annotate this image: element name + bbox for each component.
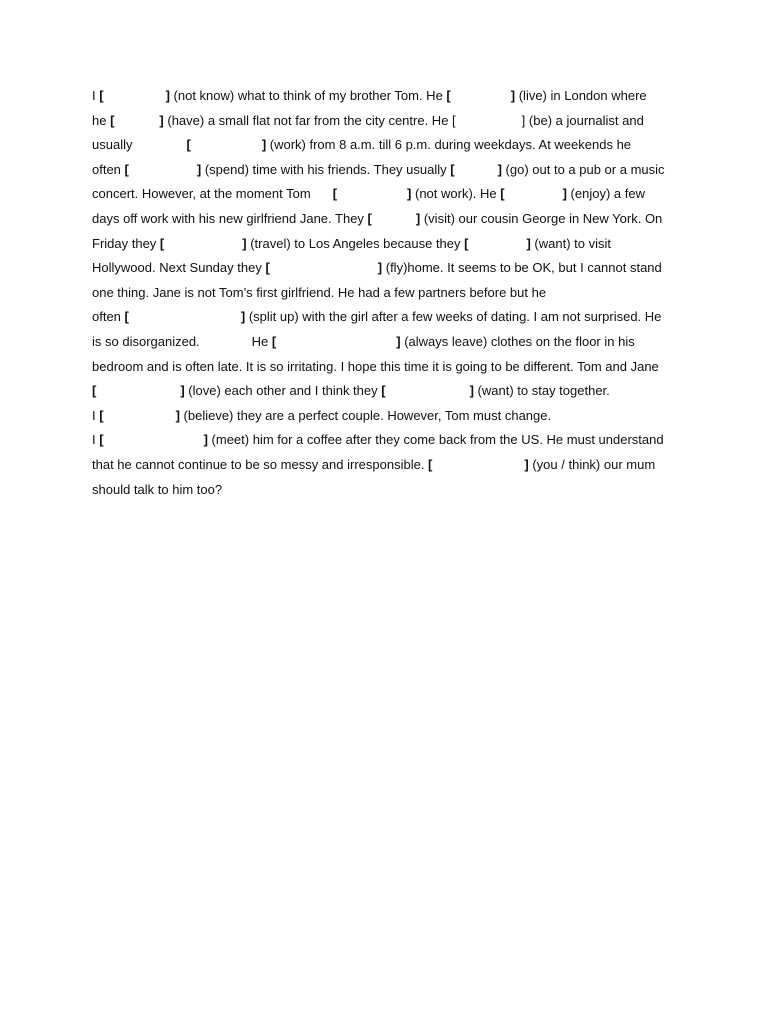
- line-text: (fly)home. It seems to be OK, but I cannot stand: [382, 260, 662, 276]
- line-text: (spend) time with his friends. They usually: [201, 161, 451, 177]
- line-text: I: [92, 432, 100, 448]
- line-text: he: [92, 112, 111, 128]
- line-text: is so disorganized.: [92, 333, 200, 349]
- blank-close-bracket: ]: [203, 432, 208, 448]
- text-line-13: [92, 379, 682, 404]
- text-line-17: [92, 478, 682, 503]
- blank-close-bracket: ]: [261, 137, 267, 153]
- blank-open-bracket: [: [381, 383, 386, 399]
- blank-open-bracket: [: [452, 112, 456, 128]
- blank-close-bracket: ]: [510, 88, 516, 103]
- blank-open-bracket: [: [99, 88, 104, 103]
- answer-blank-5[interactable]: [191, 135, 262, 149]
- answer-blank-3[interactable]: [114, 111, 159, 125]
- line-text: (meet) him for a coffee after they come back from the US. He must understand: [207, 432, 664, 448]
- blank-open-bracket: [: [332, 186, 338, 202]
- blank-close-bracket: ]: [562, 186, 567, 202]
- blank-close-bracket: ]: [196, 161, 202, 177]
- blank-open-bracket: [: [124, 161, 129, 177]
- text-line-5: [92, 182, 682, 207]
- blank-open-bracket: [: [464, 235, 469, 251]
- blank-close-bracket: ]: [415, 210, 421, 226]
- line-text: (travel) to Los Angeles because they: [246, 235, 465, 251]
- text-line-12: [92, 355, 682, 380]
- answer-blank-18[interactable]: [104, 406, 176, 420]
- answer-blank-6[interactable]: [129, 160, 197, 174]
- answer-blank-17[interactable]: [386, 381, 470, 395]
- line-text: that he cannot continue to be so messy and irresponsible.: [92, 456, 429, 472]
- line-text: (go) out to a pub or a music: [501, 161, 665, 177]
- text-line-10: [92, 305, 682, 330]
- line-text: one thing. Jane is not Tom’s first girlfriend. He had a few partners before but he: [92, 284, 547, 300]
- blank-close-bracket: ]: [521, 112, 526, 128]
- line-text: concert. However, at the moment Tom: [92, 186, 311, 202]
- blank-open-bracket: [: [446, 88, 451, 103]
- blank-close-bracket: ]: [159, 112, 164, 128]
- text-line-16: [92, 453, 682, 478]
- text-line-6: [92, 207, 682, 232]
- answer-blank-16[interactable]: [96, 381, 180, 395]
- text-line-9: [92, 281, 682, 306]
- exercise-text: [92, 84, 682, 502]
- blank-close-bracket: ]: [526, 235, 531, 251]
- line-text: He: [251, 333, 272, 349]
- blank-open-bracket: [: [265, 260, 270, 276]
- text-line-1: [92, 84, 682, 109]
- line-text: I: [92, 88, 100, 103]
- answer-blank-14[interactable]: [129, 307, 241, 321]
- text-line-4: [92, 158, 682, 183]
- line-text: (work) from 8 a.m. till 6 p.m. during weekdays. At weekends he: [266, 137, 632, 153]
- text-line-2: [92, 109, 682, 134]
- line-text: (believe) they are a perfect couple. However, Tom must change.: [179, 407, 552, 423]
- answer-blank-20[interactable]: [432, 455, 524, 469]
- answer-blank-9[interactable]: [505, 184, 563, 198]
- blank-open-bracket: [: [124, 309, 129, 325]
- blank-close-bracket: ]: [175, 407, 180, 423]
- blank-close-bracket: ]: [240, 309, 246, 325]
- blank-open-bracket: [: [110, 112, 115, 128]
- line-text: (enjoy) a few: [566, 186, 645, 202]
- line-text: (be) a journalist and: [525, 112, 644, 128]
- text-line-14: [92, 404, 682, 429]
- line-text: (you / think) our mum: [528, 456, 656, 472]
- answer-blank-1[interactable]: [104, 86, 166, 100]
- text-line-7: [92, 232, 682, 257]
- line-text: I: [92, 407, 100, 423]
- blank-close-bracket: ]: [469, 383, 474, 399]
- answer-blank-10[interactable]: [372, 209, 416, 223]
- line-text: (not know) what to think of my brother Tom. He: [169, 88, 447, 103]
- line-text: usually: [92, 137, 133, 153]
- text-line-15: [92, 428, 682, 453]
- answer-blank-12[interactable]: [468, 234, 526, 248]
- blank-open-bracket: [: [99, 407, 104, 423]
- blank-close-bracket: ]: [377, 260, 383, 276]
- line-text: (want) to stay together.: [473, 383, 610, 399]
- line-text: (visit) our cousin George in New York. On: [420, 210, 663, 226]
- blank-close-bracket: ]: [242, 235, 247, 251]
- line-text: days off work with his new girlfriend Jane. They: [92, 210, 368, 226]
- blank-close-bracket: ]: [497, 161, 502, 177]
- line-text: (not work). He: [411, 186, 501, 202]
- line-text: should talk to him too?: [92, 481, 223, 497]
- line-text: Hollywood. Next Sunday they: [92, 260, 266, 276]
- line-text: bedroom and is often late. It is so irritating. I hope this time it is going to be different. Tom and Jane: [92, 358, 659, 374]
- answer-blank-19[interactable]: [104, 430, 204, 444]
- blank-open-bracket: [: [186, 137, 191, 153]
- text-line-11: [92, 330, 682, 355]
- blank-close-bracket: ]: [165, 88, 170, 103]
- blank-open-bracket: [: [99, 432, 104, 448]
- text-line-8: [92, 256, 682, 281]
- line-text: (split up) with the girl after a few weeks of dating. I am not surprised. He: [245, 309, 662, 325]
- answer-blank-15[interactable]: [276, 332, 396, 346]
- blank-open-bracket: [: [367, 210, 372, 226]
- text-line-3: [92, 133, 682, 158]
- line-text: (live) in London where: [515, 88, 647, 103]
- answer-blank-8[interactable]: [337, 184, 407, 198]
- blank-close-bracket: ]: [524, 456, 529, 472]
- blank-open-bracket: [: [92, 383, 97, 399]
- line-text: (want) to visit: [530, 235, 611, 251]
- line-text: (love) each other and I think they: [184, 383, 382, 399]
- answer-blank-13[interactable]: [270, 258, 378, 272]
- answer-blank-4[interactable]: [456, 111, 522, 125]
- answer-blank-2[interactable]: [451, 86, 511, 100]
- blank-close-bracket: ]: [180, 383, 185, 399]
- line-text: Friday they: [92, 235, 160, 251]
- line-text: often: [92, 161, 125, 177]
- blank-open-bracket: [: [271, 333, 277, 349]
- blank-open-bracket: [: [428, 456, 433, 472]
- line-text: (have) a small flat not far from the city centre. He: [163, 112, 453, 128]
- blank-open-bracket: [: [450, 161, 455, 177]
- answer-blank-11[interactable]: [164, 234, 242, 248]
- blank-open-bracket: [: [159, 235, 165, 251]
- blank-close-bracket: ]: [407, 186, 412, 202]
- line-text: often: [92, 309, 125, 325]
- answer-blank-7[interactable]: [455, 160, 498, 174]
- blank-open-bracket: [: [500, 186, 505, 202]
- blank-close-bracket: ]: [396, 333, 401, 349]
- line-text: (always leave) clothes on the floor in his: [400, 333, 635, 349]
